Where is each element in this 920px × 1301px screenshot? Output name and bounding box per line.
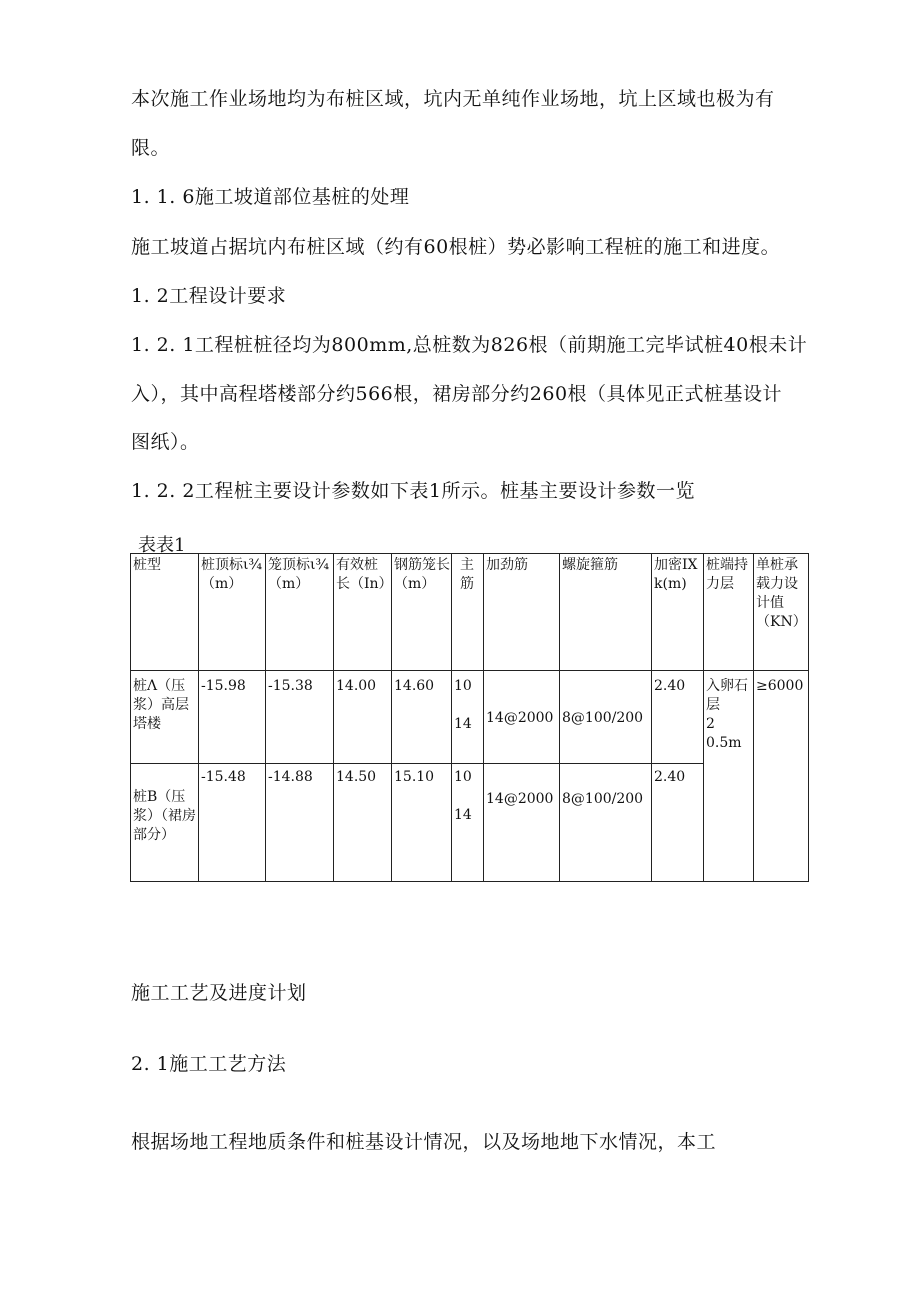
header-cell: 钢筋笼长（m） <box>392 554 452 671</box>
table-cell: 2.40 <box>652 671 704 764</box>
table-cell: 8@100/200 <box>560 671 652 764</box>
table-cell: 14.00 <box>334 671 392 764</box>
header-cell: 桩端持力层 <box>704 554 754 671</box>
header-cell: 单桩承载力设计值（KN） <box>754 554 809 671</box>
paragraph-line: 施工坡道占据坑内布桩区域（约有60根桩）势必影响工程桩的施工和进度。 <box>131 236 781 258</box>
header-cell: 桩型 <box>131 554 199 671</box>
table-cell: 8@100/200 <box>560 764 652 882</box>
paragraph-line: 入），其中高程塔楼部分约566根，裙房部分约260根（具体见正式桩基设计 <box>131 383 783 405</box>
main-bar-diameter: 14 <box>454 807 472 823</box>
table-cell <box>452 764 484 882</box>
bearing-layer-cell <box>704 671 754 882</box>
paragraph-line: 本次施工作业场地均为布桩区域，坑内无单纯作业场地，坑上区域也极为有 <box>131 88 775 110</box>
table-cell: -15.98 <box>199 671 266 764</box>
header-cell: 主筋 <box>452 554 484 671</box>
paragraph-line: 根据场地工程地质条件和桩基设计情况，以及场地地下水情况，本工 <box>131 1131 717 1153</box>
main-bar-count: 10 <box>454 678 472 694</box>
table-cell: 14.60 <box>392 671 452 764</box>
section-heading-1-2: 1. 2工程设计要求 <box>131 285 287 307</box>
capacity-cell: ≥6000 <box>754 671 809 882</box>
table-caption: 表表1 <box>138 535 186 556</box>
table-cell <box>452 671 484 764</box>
table-cell: 14@2000 <box>484 671 560 764</box>
header-cell: 桩顶标ι¾（m） <box>199 554 266 671</box>
bearing-layer-text: 2 <box>706 716 715 732</box>
table-cell: 14@2000 <box>484 764 560 882</box>
header-cell: 加密IXk(m) <box>652 554 704 671</box>
pile-type-cell: 桩Λ（压浆）高层塔楼 <box>131 671 199 764</box>
header-cell: 有效桩长（In） <box>334 554 392 671</box>
bearing-layer-text: 入卵石层 <box>706 678 748 713</box>
table-row <box>131 671 809 764</box>
table-cell: -15.48 <box>199 764 266 882</box>
table-cell: 15.10 <box>392 764 452 882</box>
bearing-layer-text: 0.5m <box>706 735 742 751</box>
section-heading-2-1: 2. 1施工工艺方法 <box>131 1053 287 1075</box>
paragraph-line: 1. 2. 1工程桩桩径均为800mm,总桩数为826根（前期施工完毕试桩40根未计 <box>131 334 808 356</box>
paragraph-line: 图纸）。 <box>131 431 200 453</box>
main-bar-diameter: 14 <box>454 716 472 732</box>
header-cell: 笼顶标ι¾（m） <box>266 554 334 671</box>
table-cell: 2.40 <box>652 764 704 882</box>
paragraph-line: 1. 2. 2工程桩主要设计参数如下表1所示。桩基主要设计参数一览 <box>131 480 696 502</box>
pile-parameter-table <box>130 553 809 882</box>
section-title: 施工工艺及进度计划 <box>131 982 307 1004</box>
pile-type-cell: 桩B（压浆）（裙房部分） <box>131 764 199 882</box>
table-header-row <box>131 554 809 671</box>
paragraph-line: 限。 <box>131 137 171 159</box>
main-bar-count: 10 <box>454 769 472 785</box>
header-cell: 加劲筋 <box>484 554 560 671</box>
table-cell: -14.88 <box>266 764 334 882</box>
section-heading-1-1-6: 1. 1. 6施工坡道部位基桩的处理 <box>131 186 410 208</box>
header-cell: 螺旋箍筋 <box>560 554 652 671</box>
table-cell: -15.38 <box>266 671 334 764</box>
table-cell: 14.50 <box>334 764 392 882</box>
